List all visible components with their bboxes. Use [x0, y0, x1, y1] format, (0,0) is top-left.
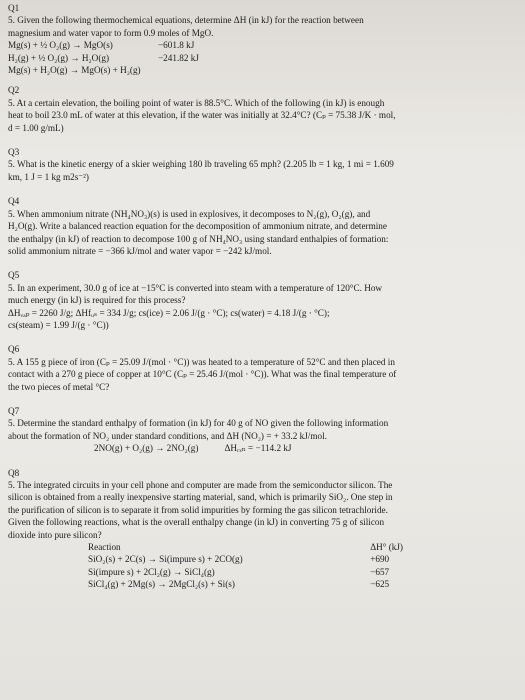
question-text: much energy (in kJ) is required for this process? — [8, 295, 186, 306]
question-q6 — [8, 343, 513, 393]
question-text: km, 1 J = 1 kg m2s⁻²) — [8, 171, 89, 182]
question-text: about the formation of NO₂ under standard conditions, and ΔH (NO₂) = + 33.2 kJ/mol. — [8, 430, 327, 441]
question-text: heat to boil 23.0 mL of water at this elevation, if the water was initially at 32.4°C? (Cₚ = 75.38 J/K · mol, — [8, 110, 396, 121]
question-q2 — [8, 84, 513, 134]
question-q5 — [8, 269, 513, 331]
equation-row — [8, 52, 513, 64]
equation: H₂(g) + ½ O₂(g) → H₂O(g) — [8, 52, 110, 63]
question-q1 — [8, 2, 513, 76]
question-id: Q2 — [8, 85, 20, 96]
question-id: Q8 — [8, 467, 20, 478]
question-id: Q5 — [8, 270, 20, 281]
question-text: the purification of silicon is to separate it from solid impurities by forming the gas silicon tetrachloride. — [8, 504, 388, 515]
question-text: H₂O(g). Write a balanced reaction equation for the decomposition of ammonium nitrate, and determine — [8, 221, 387, 232]
equation-row — [8, 442, 513, 454]
question-text: 5. At a certain elevation, the boiling point of water is 88.5°C. Which of the following (in kJ) is enough — [8, 97, 385, 108]
question-text: the two pieces of metal °C? — [8, 381, 110, 392]
question-q3 — [8, 146, 513, 183]
enthalpy-value: −241.82 kJ — [158, 52, 199, 63]
question-text: contact with a 270 g piece of copper at 10°C (Cₚ = 25.46 J/(mol · °C)). What was the final temperature of — [8, 369, 397, 380]
question-q7 — [8, 405, 513, 455]
question-text: 5. Determine the standard enthalpy of formation (in kJ) for 40 g of NO given the following information — [8, 418, 389, 429]
question-id: Q1 — [8, 3, 20, 13]
question-id: Q7 — [8, 405, 20, 416]
question-text: 5. When ammonium nitrate (NH₄NO₃)(s) is used in explosives, it decomposes to N₂(g), O₂(g), and — [8, 208, 371, 219]
equation: Mg(s) + ½ O₂(g) → MgO(s) — [8, 40, 113, 51]
equation-row — [8, 39, 513, 51]
reaction-header: Reaction — [88, 542, 121, 553]
question-text: 5. What is the kinetic energy of a skier weighing 180 lb traveling 65 mph? (2.205 lb = 1 kg, 1 mi = 1.609 — [8, 159, 394, 170]
question-id: Q3 — [8, 147, 20, 158]
reaction-equation: Si(impure s) + 2Cl₂(g) → SiCl₄(g) — [88, 566, 215, 577]
enthalpy-value: ΔHᵣₓₙ = −114.2 kJ — [224, 443, 292, 454]
question-text: dioxide into pure silicon? — [8, 529, 102, 540]
reaction-equation: SiO₂(s) + 2C(s) → Si(impure s) + 2CO(g) — [88, 554, 243, 565]
question-text: 5. A 155 g piece of iron (Cₚ = 25.09 J/(mol · °C)) was heated to a temperature of 52°C and then placed in — [8, 356, 395, 367]
question-text: silicon is obtained from a really inexpensive starting material, sand, which is primarily SiO₂. One step in — [8, 492, 393, 503]
question-q4 — [8, 195, 513, 257]
equation-row — [8, 64, 513, 76]
enthalpy-value: −625 — [370, 579, 390, 590]
question-text: ΔHᵥₐₚ = 2260 J/g; ΔHfᵤₛ = 334 J/g; cs(ice) = 2.06 J/(g · °C); cs(water) = 4.18 J/(g · °C); — [8, 307, 330, 318]
equation: Mg(s) + H₂O(g) → MgO(s) + H₂(g) — [8, 65, 141, 76]
enthalpy-header: ΔH° (kJ) — [370, 542, 403, 553]
question-text: solid ammonium nitrate = −366 kJ/mol and water vapor = −242 kJ/mol. — [8, 245, 272, 256]
enthalpy-value: +690 — [370, 554, 390, 565]
question-q8 — [8, 467, 513, 591]
question-id: Q4 — [8, 196, 20, 207]
question-text: 5. The integrated circuits in your cell phone and computer are made from the semiconductor silicon. The — [8, 480, 393, 490]
question-text: 5. Given the following thermochemical equations, determine ΔH (in kJ) for the reaction between — [8, 15, 364, 26]
enthalpy-value: −657 — [370, 566, 390, 577]
enthalpy-value: −601.8 kJ — [158, 40, 195, 51]
question-text: 5. In an experiment, 30.0 g of ice at −15°C is converted into steam with a temperature of 120°C. How — [8, 282, 383, 293]
reaction-table — [8, 541, 513, 591]
question-text: Given the following reactions, what is the overall enthalpy change (in kJ) in converting 75 g of silicon — [8, 517, 385, 528]
question-text: cs(steam) = 1.99 J/(g · °C)) — [8, 319, 109, 330]
equation: 2NO(g) + O₂(g) → 2NO₂(g) — [94, 443, 199, 454]
question-id: Q6 — [8, 344, 20, 355]
reaction-equation: SiCl₄(g) + 2Mg(s) → 2MgCl₂(s) + Si(s) — [88, 579, 235, 590]
enthalpy-column — [370, 541, 403, 591]
question-text: d = 1.00 g/mL) — [8, 122, 64, 133]
question-text: magnesium and water vapor to form 0.9 moles of MgO. — [8, 27, 214, 38]
question-text: the enthalpy (in kJ) of reaction to decompose 100 g of NH₄NO₃ using standard enthalpies of formation: — [8, 233, 389, 244]
